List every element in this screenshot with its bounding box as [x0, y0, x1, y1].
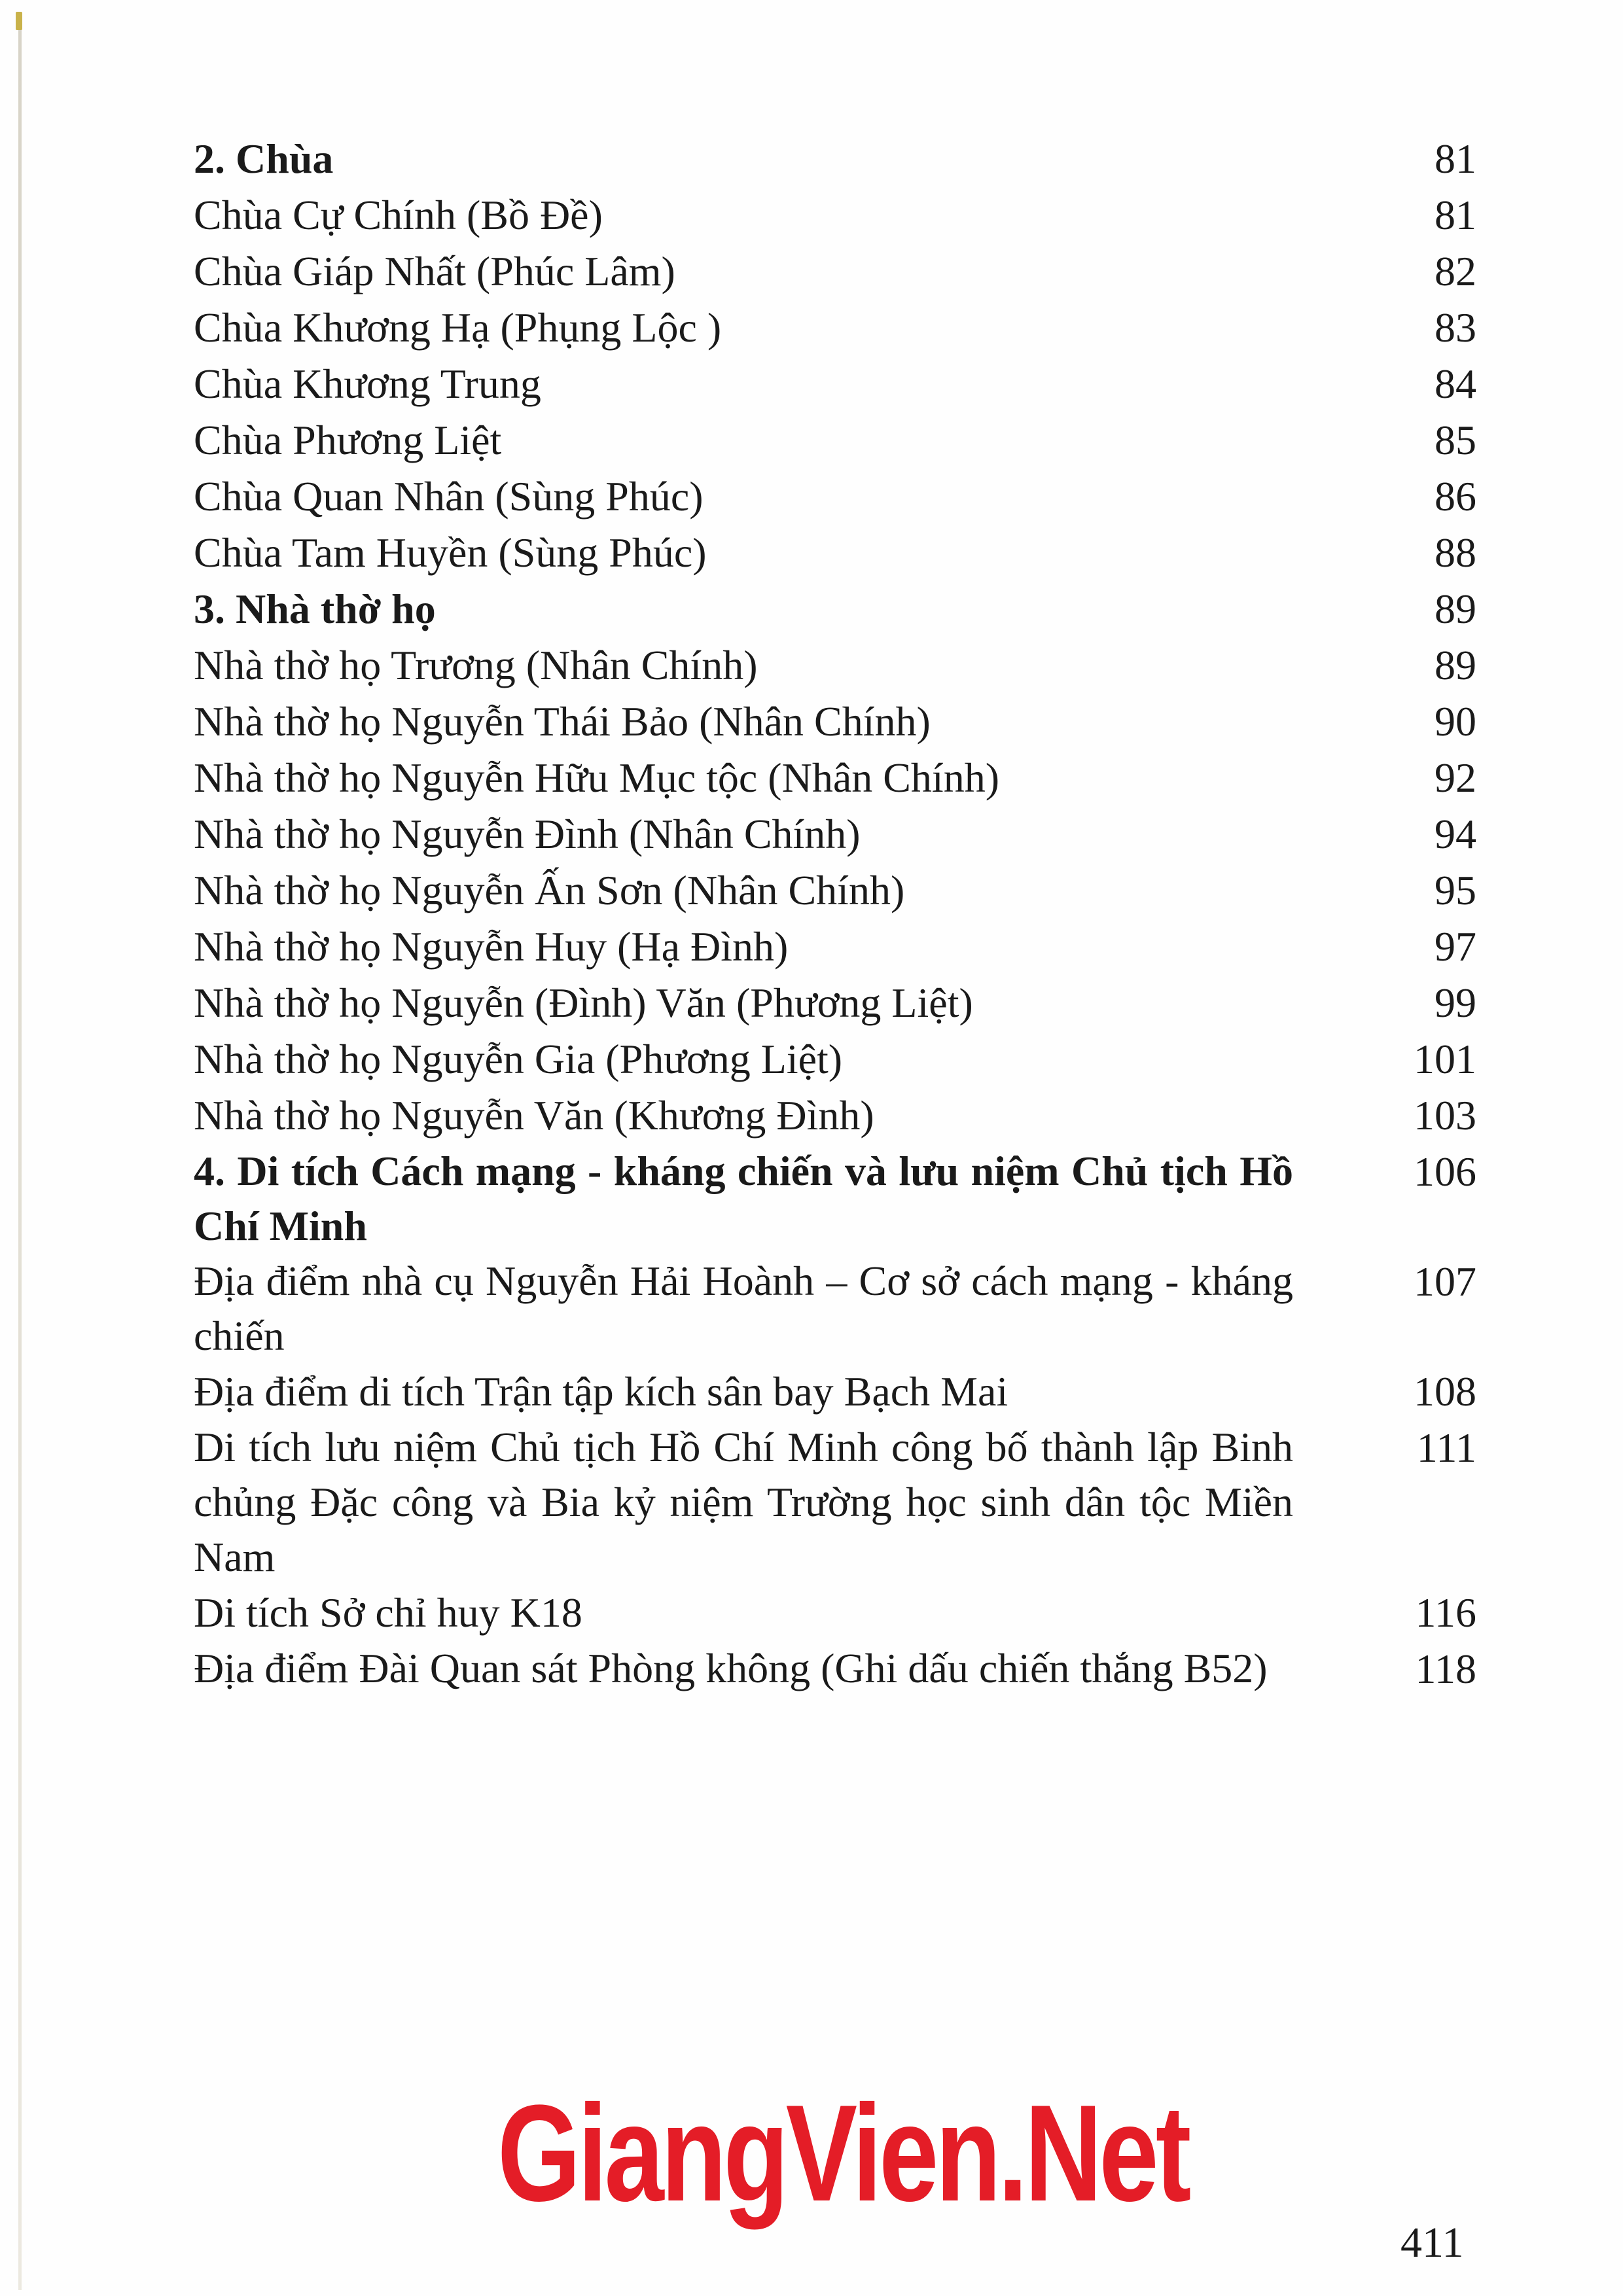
toc-entry-page: 107 — [1414, 1258, 1476, 1305]
toc-entry-page: 108 — [1414, 1368, 1476, 1415]
table-of-contents — [194, 131, 1476, 1696]
toc-entry — [194, 637, 1476, 694]
toc-entry-title: Chùa Giáp Nhất (Phúc Lâm) — [194, 248, 675, 294]
toc-entry-page: 97 — [1435, 923, 1476, 970]
toc-entry — [194, 300, 1476, 356]
toc-entry-title: 3. Nhà thờ họ — [194, 586, 436, 632]
toc-entry — [194, 919, 1476, 975]
toc-entry-page: 86 — [1435, 473, 1476, 520]
toc-entry — [194, 1585, 1476, 1641]
toc-entry-title: Di tích lưu niệm Chủ tịch Hồ Chí Minh công bố thành lập Binh chủng Đặc công và Bia kỷ niệm Trường học sinh dân tộc Miền Nam — [194, 1424, 1293, 1580]
edge-mark — [16, 12, 22, 30]
toc-entry — [194, 750, 1476, 806]
toc-entry-title: Nhà thờ họ Trương (Nhân Chính) — [194, 642, 758, 688]
toc-entry — [194, 1031, 1476, 1087]
toc-entry-title: Chùa Khương Trung — [194, 361, 541, 407]
page-number: 411 — [1400, 2219, 1464, 2267]
watermark-logo: GiangVien.Net — [497, 2076, 1188, 2230]
toc-entry-title: Nhà thờ họ Nguyễn (Đình) Văn (Phương Liệt) — [194, 980, 973, 1026]
toc-entry — [194, 1641, 1476, 1696]
toc-entry-title: Chùa Khương Hạ (Phụng Lộc ) — [194, 304, 722, 351]
toc-entry-title: Nhà thờ họ Nguyễn Hữu Mục tộc (Nhân Chính) — [194, 754, 999, 801]
toc-entry-title: Di tích Sở chỉ huy K18 — [194, 1589, 582, 1636]
toc-entry-page: 90 — [1435, 698, 1476, 745]
toc-entry-title: Nhà thờ họ Nguyễn Ấn Sơn (Nhân Chính) — [194, 867, 905, 913]
toc-entry — [194, 525, 1476, 581]
toc-entry-page: 92 — [1435, 754, 1476, 801]
toc-entry-title: 2. Chùa — [194, 135, 334, 182]
toc-entry-title: Địa điểm nhà cụ Nguyễn Hải Hoành – Cơ sở cách mạng - kháng chiến — [194, 1258, 1293, 1359]
toc-entry-page: 106 — [1414, 1148, 1476, 1195]
toc-entry — [194, 1364, 1476, 1420]
toc-entry — [194, 131, 1476, 187]
toc-entry — [194, 1144, 1476, 1254]
page-edge — [18, 20, 22, 2290]
toc-entry — [194, 1254, 1476, 1364]
toc-entry-page: 118 — [1415, 1646, 1476, 1692]
toc-entry-page: 85 — [1435, 417, 1476, 463]
toc-entry-page: 89 — [1435, 642, 1476, 688]
toc-entry-title: Địa điểm Đài Quan sát Phòng không (Ghi dấu chiến thắng B52) — [194, 1645, 1268, 1691]
toc-entry — [194, 975, 1476, 1031]
toc-entry-title: Chùa Tam Huyền (Sùng Phúc) — [194, 529, 707, 576]
toc-entry-title: Chùa Cự Chính (Bồ Đề) — [194, 192, 603, 238]
toc-entry — [194, 1420, 1476, 1585]
toc-entry — [194, 468, 1476, 525]
toc-entry-page: 88 — [1435, 529, 1476, 576]
toc-entry — [194, 1087, 1476, 1144]
toc-entry-page: 81 — [1435, 135, 1476, 182]
toc-entry — [194, 694, 1476, 750]
toc-entry-page: 94 — [1435, 811, 1476, 857]
toc-entry-title: Nhà thờ họ Nguyễn Đình (Nhân Chính) — [194, 811, 861, 857]
toc-entry-page: 84 — [1435, 361, 1476, 407]
toc-entry-title: Nhà thờ họ Nguyễn Gia (Phương Liệt) — [194, 1036, 843, 1082]
toc-entry-page: 99 — [1435, 980, 1476, 1026]
toc-entry-page: 95 — [1435, 867, 1476, 913]
toc-entry — [194, 806, 1476, 862]
toc-entry-page: 81 — [1435, 192, 1476, 238]
toc-entry — [194, 356, 1476, 412]
toc-entry-page: 103 — [1414, 1092, 1476, 1139]
toc-entry-page: 101 — [1414, 1036, 1476, 1082]
toc-entry-page: 111 — [1416, 1424, 1476, 1471]
toc-entry-title: Nhà thờ họ Nguyễn Huy (Hạ Đình) — [194, 923, 789, 970]
toc-entry — [194, 412, 1476, 468]
toc-entry-title: Nhà thờ họ Nguyễn Văn (Khương Đình) — [194, 1092, 874, 1139]
toc-entry-title: Nhà thờ họ Nguyễn Thái Bảo (Nhân Chính) — [194, 698, 931, 745]
toc-entry-page: 89 — [1435, 586, 1476, 632]
toc-entry — [194, 862, 1476, 919]
toc-entry — [194, 243, 1476, 300]
toc-entry-title: Chùa Quan Nhân (Sùng Phúc) — [194, 473, 704, 520]
toc-entry-title: Địa điểm di tích Trận tập kích sân bay Bạch Mai — [194, 1368, 1008, 1415]
toc-entry-page: 116 — [1415, 1589, 1476, 1636]
toc-entry-title: 4. Di tích Cách mạng - kháng chiến và lưu niệm Chủ tịch Hồ Chí Minh — [194, 1148, 1293, 1249]
toc-entry — [194, 581, 1476, 637]
toc-entry-page: 82 — [1435, 248, 1476, 294]
toc-entry-page: 83 — [1435, 304, 1476, 351]
toc-entry — [194, 187, 1476, 243]
toc-entry-title: Chùa Phương Liệt — [194, 417, 502, 463]
